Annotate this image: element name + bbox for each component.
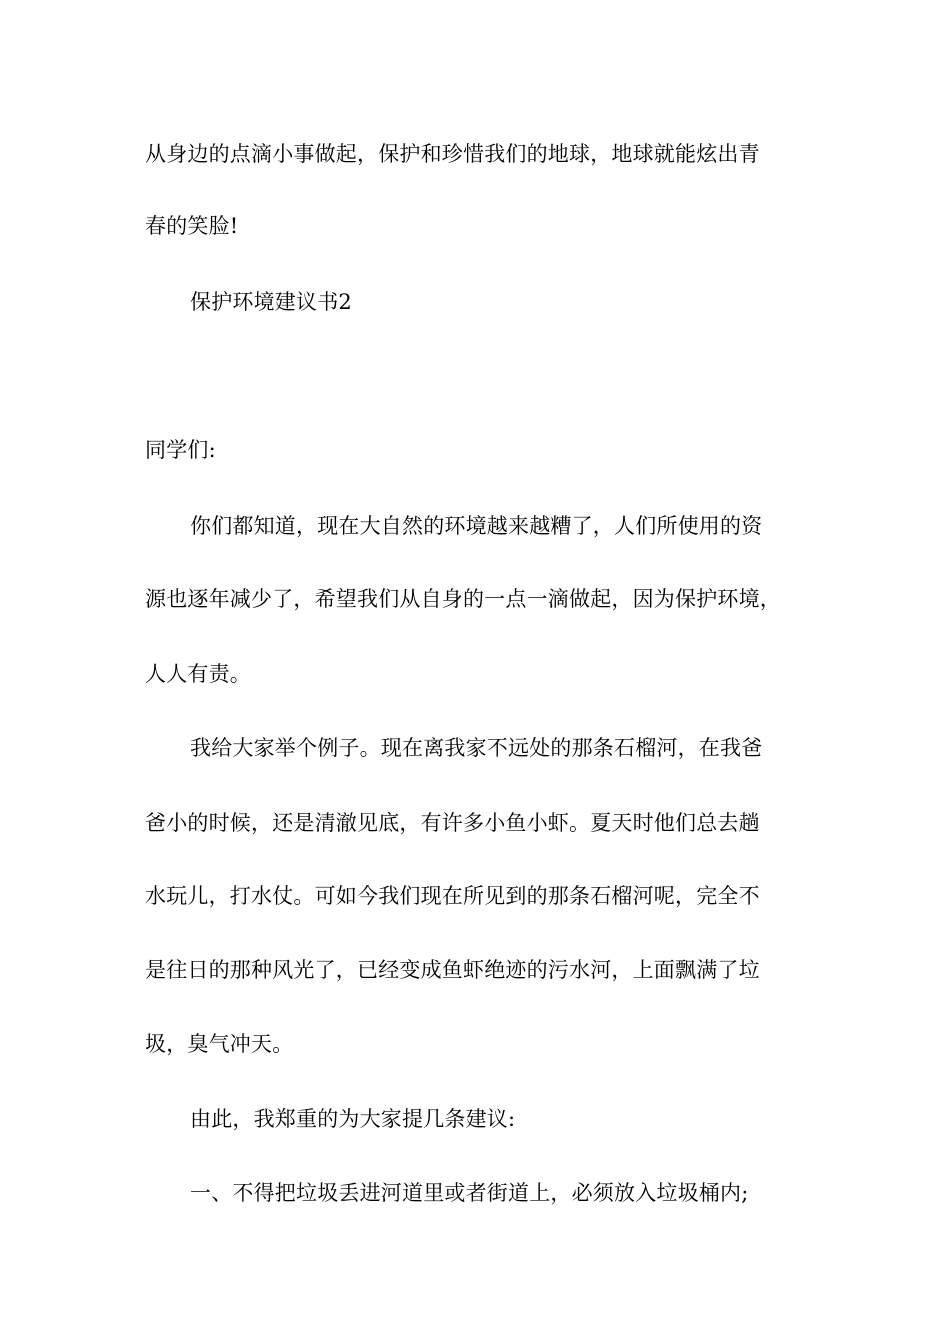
paragraph-line: 爸小的时候，还是清澈见底，有许多小鱼小虾。夏天时他们总去趟: [145, 811, 760, 835]
salutation: 同学们:: [145, 438, 216, 462]
paragraph-line: 由此，我郑重的为大家提几条建议:: [190, 1107, 516, 1131]
paragraph-line: 从身边的点滴小事做起，保护和珍惜我们的地球，地球就能炫出青: [145, 142, 760, 166]
paragraph-line: 春的笑脸!: [145, 214, 239, 238]
paragraph-line: 你们都知道，现在大自然的环境越来越糟了，人们所使用的资: [190, 514, 763, 538]
paragraph-line: 水玩儿，打水仗。可如今我们现在所见到的那条石榴河呢，完全不: [145, 884, 760, 908]
paragraph-line: 圾，臭气冲天。: [145, 1032, 294, 1056]
paragraph-line: 人人有责。: [145, 662, 251, 686]
list-item: 一、不得把垃圾丢进河道里或者街道上，必须放入垃圾桶内;: [190, 1181, 749, 1205]
paragraph-line: 源也逐年减少了，希望我们从自身的一点一滴做起，因为保护环境，: [145, 587, 781, 611]
section-title: 保护环境建议书2: [190, 290, 352, 314]
paragraph-line: 是往日的那种风光了，已经变成鱼虾绝迹的污水河，上面飘满了垃: [145, 958, 760, 982]
paragraph-line: 我给大家举个例子。现在离我家不远处的那条石榴河，在我爸: [190, 736, 763, 760]
